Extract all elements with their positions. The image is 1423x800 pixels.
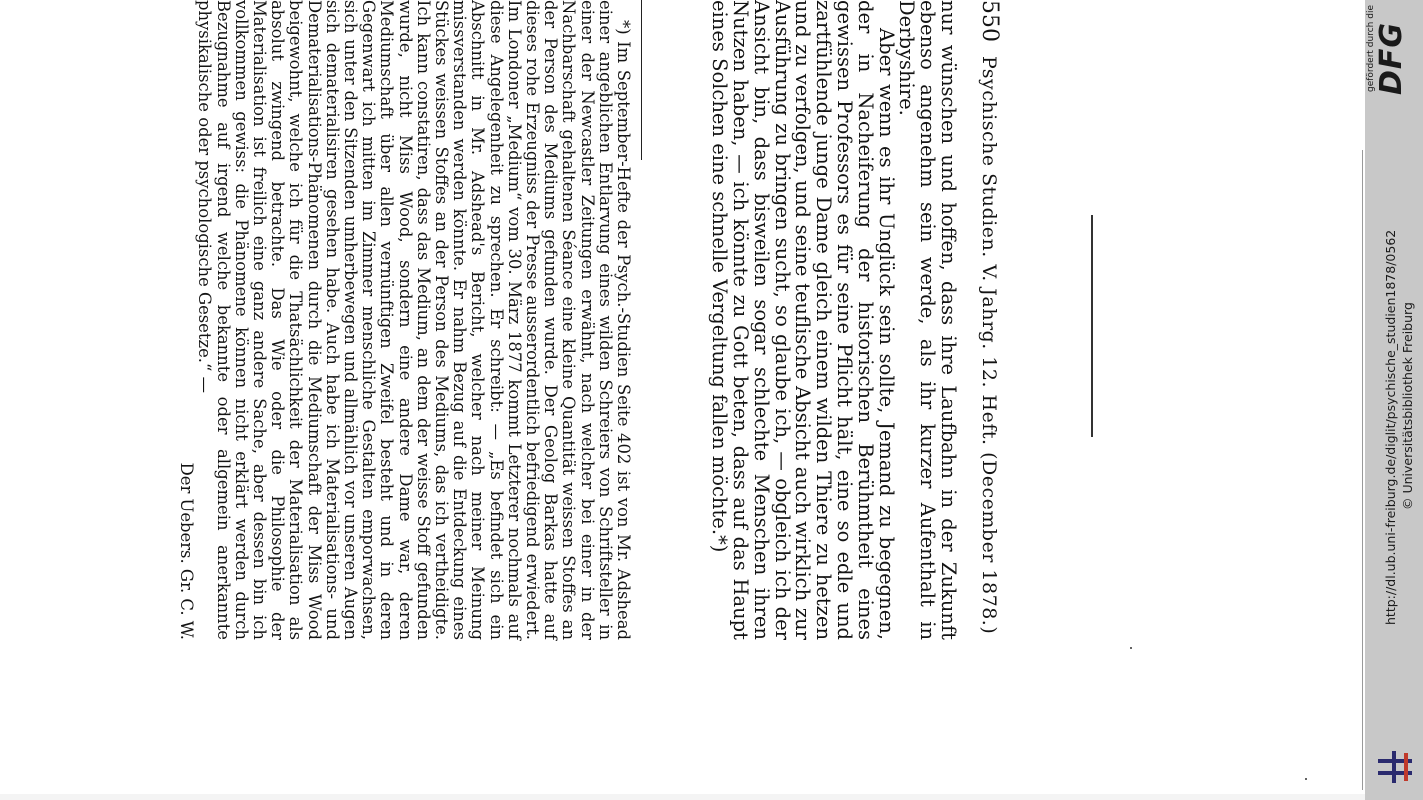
funded-by-label: gefördert durch die xyxy=(1366,5,1376,92)
running-head-title: Psychische Studien. V. Jahrg. 12. Heft. (December 1878.) xyxy=(978,56,1000,635)
copyright-notice: © Universitätsbibliothek Freiburg xyxy=(1400,302,1415,510)
rotated-page-content xyxy=(110,0,1010,680)
source-url[interactable]: http://dl.ub.uni-freiburg.de/diglit/psychische_studien1878/0562 xyxy=(1383,229,1398,625)
running-head xyxy=(970,0,1010,660)
scan-speck xyxy=(1130,647,1132,649)
page-number: 550 xyxy=(977,0,1002,42)
next-page-edge xyxy=(0,794,1365,800)
footnote-text: *) Im September-Hefte der Psych.-Studien Seite 402 ist von Mr. Adshead einer angeblichen Entlarvung eines wilden Schreiers von Schriftsteller in einer der Newcastler Zeitungen erwähnt, nach welcher bei einer in der Nachbarschaft gehaltenen Séance eine kleine Quantität weissen Stoffes an der Person des Mediums gefunden wurde. Der Geolog Barkas hatte auf dieses rohe Erzeugniss der Presse ausserordentlich befriedigend erwiedert. Im Londoner „Medium“ vom 30. März 1877 kommt Letzterer nochmals auf diese Angelegenheit zu sprechen. Er schreibt: — „Es befindet sich ein Abschnitt in Mr. Adshead's Bericht, welcher nach meiner Meinung missverstanden werden könnte. Er nahm Bezug auf die Entdeckung eines Stückes weissen Stoffes an der Person des Mediums, das ich vertheidigte. Ich kann constatiren, dass das Medium, an dem der weisse Stoff gefunden wurde, nicht Miss Wood, sondern eine andere Dame war, deren Mediumschaft über allen vernünftigen Zweifel besteht und in deren Gegenwart ich mitten im Zimmer menschliche Gestalten emporwachsen, sich unter den Sitzenden umherbewegen und allmählich vor unseren Augen sich dematerialisiren gesehen habe. Auch habe ich Materialisations- und Dematerialisations-Phänomenen durch die Mediumschaft der Miss Wood beigewohnt, welche ich für die Thatsächlichkeit der Materialisation als absolut zwingend betrachte. Das Wie oder die Philosophie der Materialisation ist freilich eine ganz andere Sache, aber dessen bin ich vollkommen gewiss: die Phänomene können nicht erklärt werden durch Bezugnahme auf irgend welche bekannte oder allgemein anerkannte physikalische oder psychologische Gesetze.“ — xyxy=(195,0,633,640)
separator-line-vertical xyxy=(1091,215,1093,437)
paragraph-1: nur wünschen und hoffen, dass ihre Laufbahn in der Zukunft ebenso angenehm sein werde, als ihr kurzer Aufenthalt in Derbyshire. xyxy=(895,0,960,640)
separator-line-faint xyxy=(1362,150,1363,790)
main-text xyxy=(708,0,958,640)
ub-freiburg-logo-icon xyxy=(1374,745,1420,791)
footnote-signature: Der Uebers. Gr. C. W. xyxy=(177,462,197,640)
paragraph-2: Aber wenn es ihr Unglück sein sollte, Jemand zu begegnen, der in Nacheiferung der historischen Berühmtheit eines gewissen Professors es für seine Pflicht hält, eine so edle und zartfühlende junge Dame gleich einem wilden Thiere zu hetzen und zu verfolgen, und seine teuflische Absicht auch wirklich zur Ausführung zu bringen sucht, so glaube ich, — obgleich ich der Ansicht bin, dass bisweilen sogar schlechte Menschen ihren Nutzen haben, — ich könnte zu Gott beten, dass auf das Haupt eines Solchen eine schnelle Vergeltung fallen möchte.*) xyxy=(708,0,898,640)
scan-speck xyxy=(1305,778,1307,780)
dfg-logo: DFG xyxy=(1374,21,1409,95)
footnote xyxy=(177,0,632,640)
footnote-divider xyxy=(641,0,642,160)
